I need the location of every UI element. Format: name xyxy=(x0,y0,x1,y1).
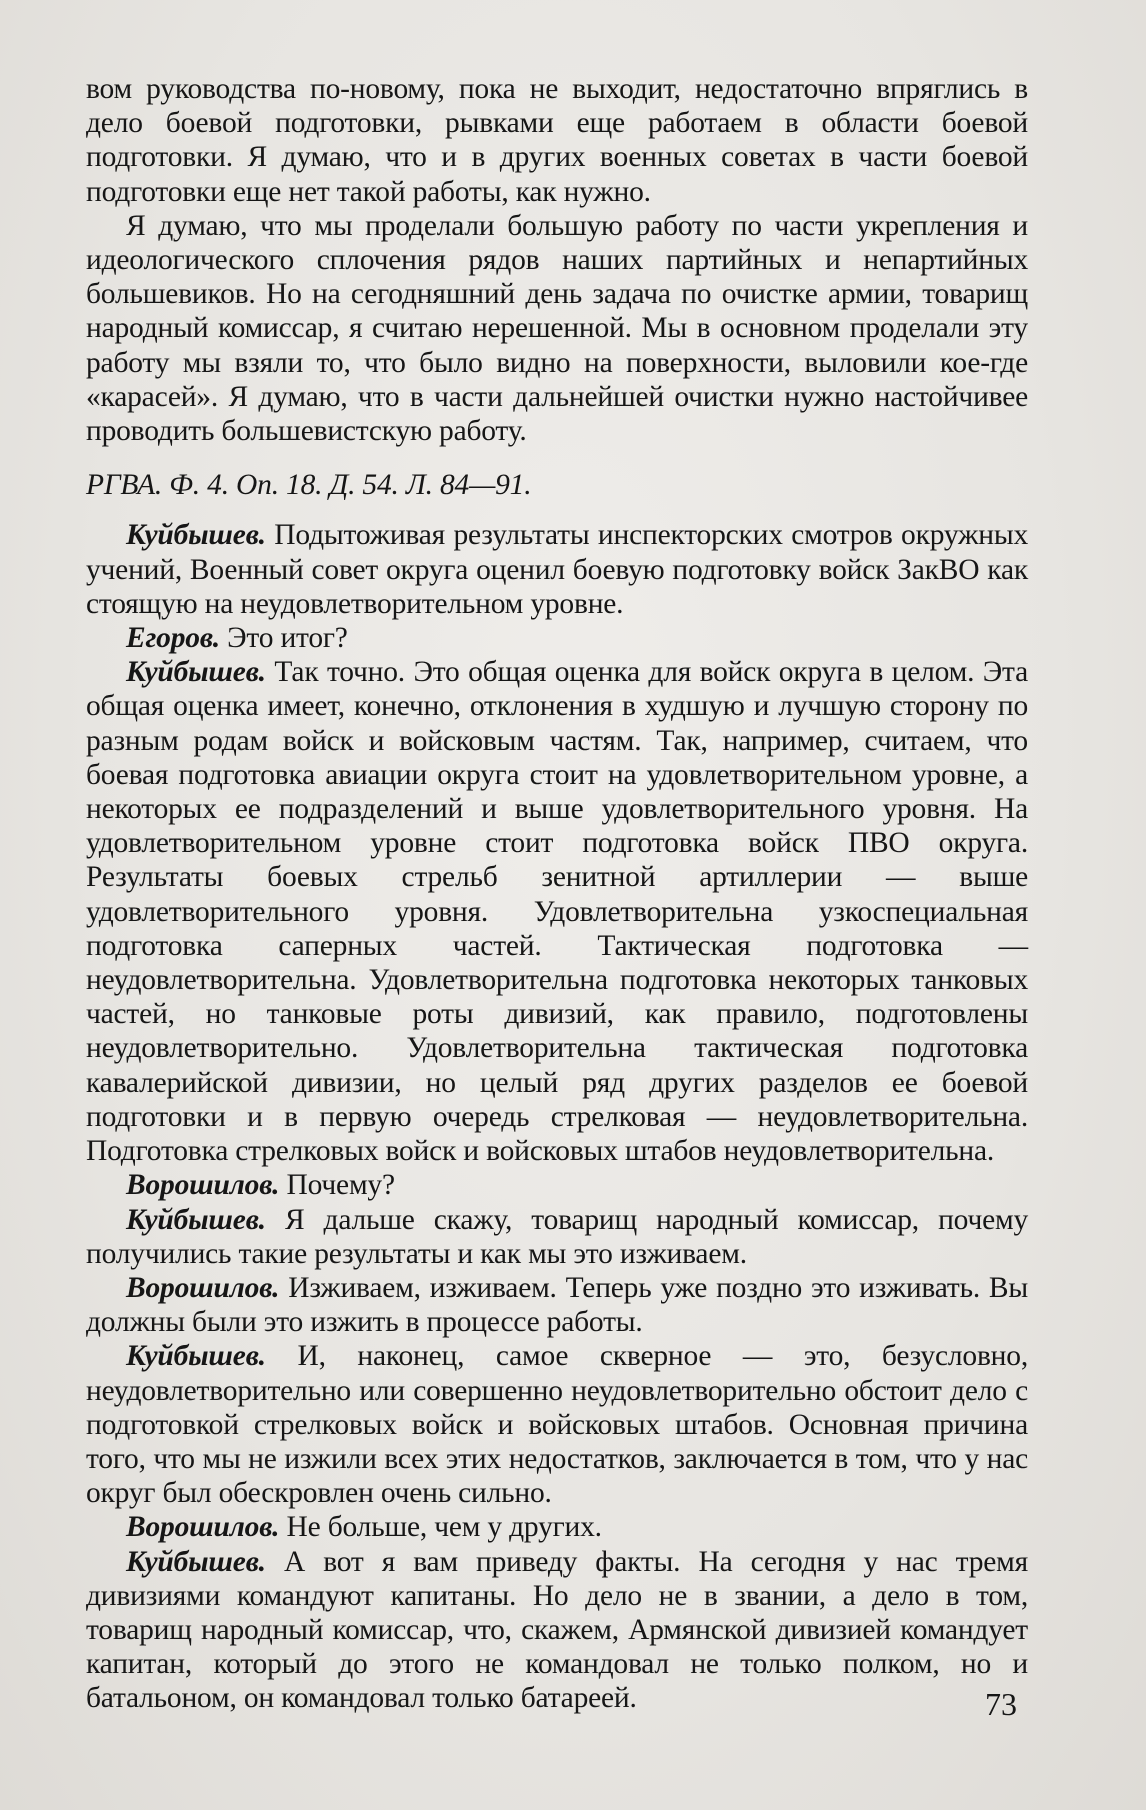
page-number: 73 xyxy=(985,1686,1017,1722)
speech-paragraph xyxy=(86,1339,1028,1510)
speaker-name: Куйбышев. xyxy=(126,519,266,552)
speech-text: Не больше, чем у других. xyxy=(279,1511,602,1544)
speech-paragraph xyxy=(86,1168,1028,1202)
speaker-name: Ворошилов. xyxy=(126,1169,280,1202)
speech-text: Я дальше скажу, товарищ народный комиссар, почему получились такие результаты и как мы это изживаем. xyxy=(86,1203,1028,1270)
speech-text: А вот я вам приведу факты. На сегодня у нас тремя дивизиями командуют капитаны. Но дело не в звании, а дело в том, товарищ народный комиссар, что, скажем, Армянской дивизией командует капитан, который до этого не командовал не только полком, но и батальоном, он командовал только батареей. xyxy=(86,1545,1028,1715)
speech-paragraph xyxy=(86,655,1028,1168)
speaker-name: Егоров. xyxy=(126,622,220,655)
speaker-name: Ворошилов. xyxy=(126,1271,280,1304)
speech-text: Почему? xyxy=(279,1169,395,1202)
speaker-name: Куйбышев. xyxy=(126,1545,266,1578)
paragraph-continuation xyxy=(86,72,1028,209)
speech-text: И, наконец, самое скверное — это, безусловно, неудовлетворительно или совершенно неудовлетворительно обстоит дело с подготовкой стрелковых войск и войсковых штабов. Основная причина того, что мы не изжили всех этих недостатков, заключается в том, что у нас округ был обескровлен очень сильно. xyxy=(86,1340,1028,1510)
paragraph-text: Я думаю, что мы проделали большую работу по части укрепления и идеологического сплочения рядов наших партийных и непартийных большевиков. Но на сегодняшний день задача по очистке армии, товарищ народный комиссар, я считаю нерешенной. Мы в основном проделали эту работу мы взяли то, что было видно на поверхности, выловили кое-где «карасей». Я думаю, что в части дальнейшей очистки нужно настойчивее проводить большевистскую работу. xyxy=(86,209,1028,448)
speech-paragraph xyxy=(86,1203,1028,1271)
speech-text: Подытоживая результаты инспекторских смотров окружных учений, Военный совет округа оценил боевую подготовку войск ЗакВО как стоящую на неудовлетворительном уровне. xyxy=(86,519,1028,620)
archive-reference xyxy=(86,468,1028,502)
speech-paragraph xyxy=(86,1510,1028,1544)
paragraph-text: вом руководства по-новому, пока не выходит, недостаточно впряглись в дело боевой подготовки, рывками еще работаем в области боевой подготовки. Я думаю, что и в других военных советах в части боевой подготовки еще нет такой работы, как нужно. xyxy=(86,73,1028,208)
speech-text: Изживаем, изживаем. Теперь уже поздно это изживать. Вы должны были это изжить в процессе работы. xyxy=(86,1271,1028,1339)
paragraph xyxy=(86,209,1028,448)
speaker-name: Ворошилов. xyxy=(126,1511,280,1544)
archive-reference-text: РГВА. Ф. 4. Оп. 18. Д. 54. Л. 84—91. xyxy=(86,469,532,502)
speech-text: Так точно. Это общая оценка для войск округа в целом. Эта общая оценка имеет, конечно, отклонения в худшую и лучшую сторону по разным родам войск и войсковым частям. Так, например, считаем, что боевая подготовка авиации округа стоит на удовлетворительном уровне, а некоторых ее подразделений и выше удовлетворительного уровня. На удовлетворительном уровне стоит подготовка войск ПВО округа. Результаты боевых стрельб зенитной артиллерии — выше удовлетворительного уровня. Удовлетворительна узкоспециальная подготовка саперных частей. Тактическая подготовка — неудовлетворительна. Удовлетворительна подготовка некоторых танковых частей, но танковые роты дивизий, как правило, подготовлены неудовлетворительно. Удовлетворительна тактическая подготовка кавалерийской дивизии, но целый ряд других разделов ее боевой подготовки и в первую очередь стрелковая — неудовлетворительна. Подготовка стрелковых войск и войсковых штабов неудовлетворительна. xyxy=(86,656,1028,1168)
speech-paragraph xyxy=(86,518,1028,621)
speech-text: Это итог? xyxy=(219,622,348,655)
speech-paragraph xyxy=(86,1271,1028,1339)
speaker-name: Куйбышев. xyxy=(126,1340,266,1373)
speaker-name: Куйбышев. xyxy=(126,656,266,689)
speaker-name: Куйбышев. xyxy=(126,1203,266,1236)
speech-paragraph xyxy=(86,1545,1028,1716)
page-text xyxy=(86,72,1028,1716)
speech-paragraph xyxy=(86,621,1028,655)
